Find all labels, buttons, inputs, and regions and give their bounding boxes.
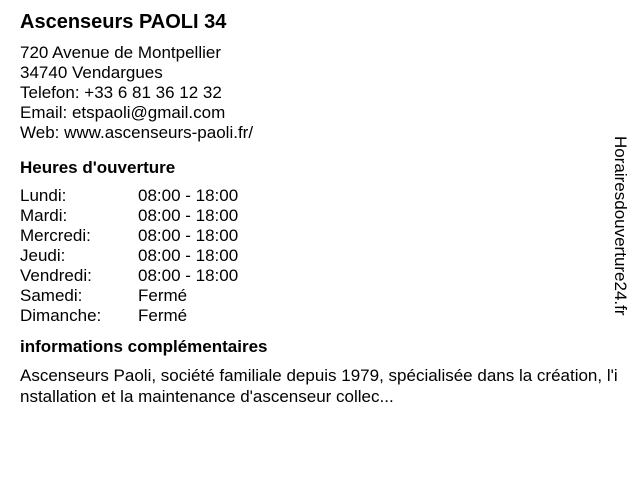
hours-row bbox=[20, 206, 620, 226]
hours-row bbox=[20, 246, 620, 266]
day-label: Vendredi: bbox=[20, 266, 92, 285]
business-name: Ascenseurs PAOLI 34 bbox=[20, 11, 227, 33]
info-description: Ascenseurs Paoli, société familiale depuis 1979, spécialisée dans la création, l'installation et la maintenance d'ascenseur collec... bbox=[20, 366, 618, 406]
day-label: Mercredi: bbox=[20, 226, 91, 245]
day-label: Jeudi: bbox=[20, 246, 66, 265]
day-label: Dimanche: bbox=[20, 306, 102, 325]
day-hours: 08:00 - 18:00 bbox=[138, 266, 239, 285]
day-hours: Fermé bbox=[138, 306, 188, 325]
web-line: Web: www.ascenseurs-paoli.fr/ bbox=[20, 123, 254, 142]
day-hours: Fermé bbox=[138, 286, 188, 305]
hours-row bbox=[20, 266, 620, 286]
hours-row bbox=[20, 286, 620, 306]
phone-line: Telefon: +33 6 81 36 12 32 bbox=[20, 83, 222, 102]
street-address: 720 Avenue de Montpellier bbox=[20, 43, 222, 62]
day-label: Samedi: bbox=[20, 286, 83, 305]
hours-row bbox=[20, 306, 620, 326]
site-watermark: Horairesdouverture24.fr bbox=[611, 136, 630, 316]
business-card bbox=[20, 10, 620, 407]
email-line: Email: etspaoli@gmail.com bbox=[20, 103, 226, 122]
contact-block bbox=[20, 43, 620, 143]
opening-hours-table bbox=[20, 186, 620, 326]
info-heading: informations complémentaires bbox=[20, 337, 268, 356]
day-label: Mardi: bbox=[20, 206, 68, 225]
day-hours: 08:00 - 18:00 bbox=[138, 206, 239, 225]
hours-row bbox=[20, 186, 620, 206]
hours-heading: Heures d'ouverture bbox=[20, 158, 176, 177]
day-hours: 08:00 - 18:00 bbox=[138, 186, 239, 205]
hours-row bbox=[20, 226, 620, 246]
day-hours: 08:00 - 18:00 bbox=[138, 226, 239, 245]
city-postcode: 34740 Vendargues bbox=[20, 63, 163, 82]
day-label: Lundi: bbox=[20, 186, 67, 205]
day-hours: 08:00 - 18:00 bbox=[138, 246, 239, 265]
